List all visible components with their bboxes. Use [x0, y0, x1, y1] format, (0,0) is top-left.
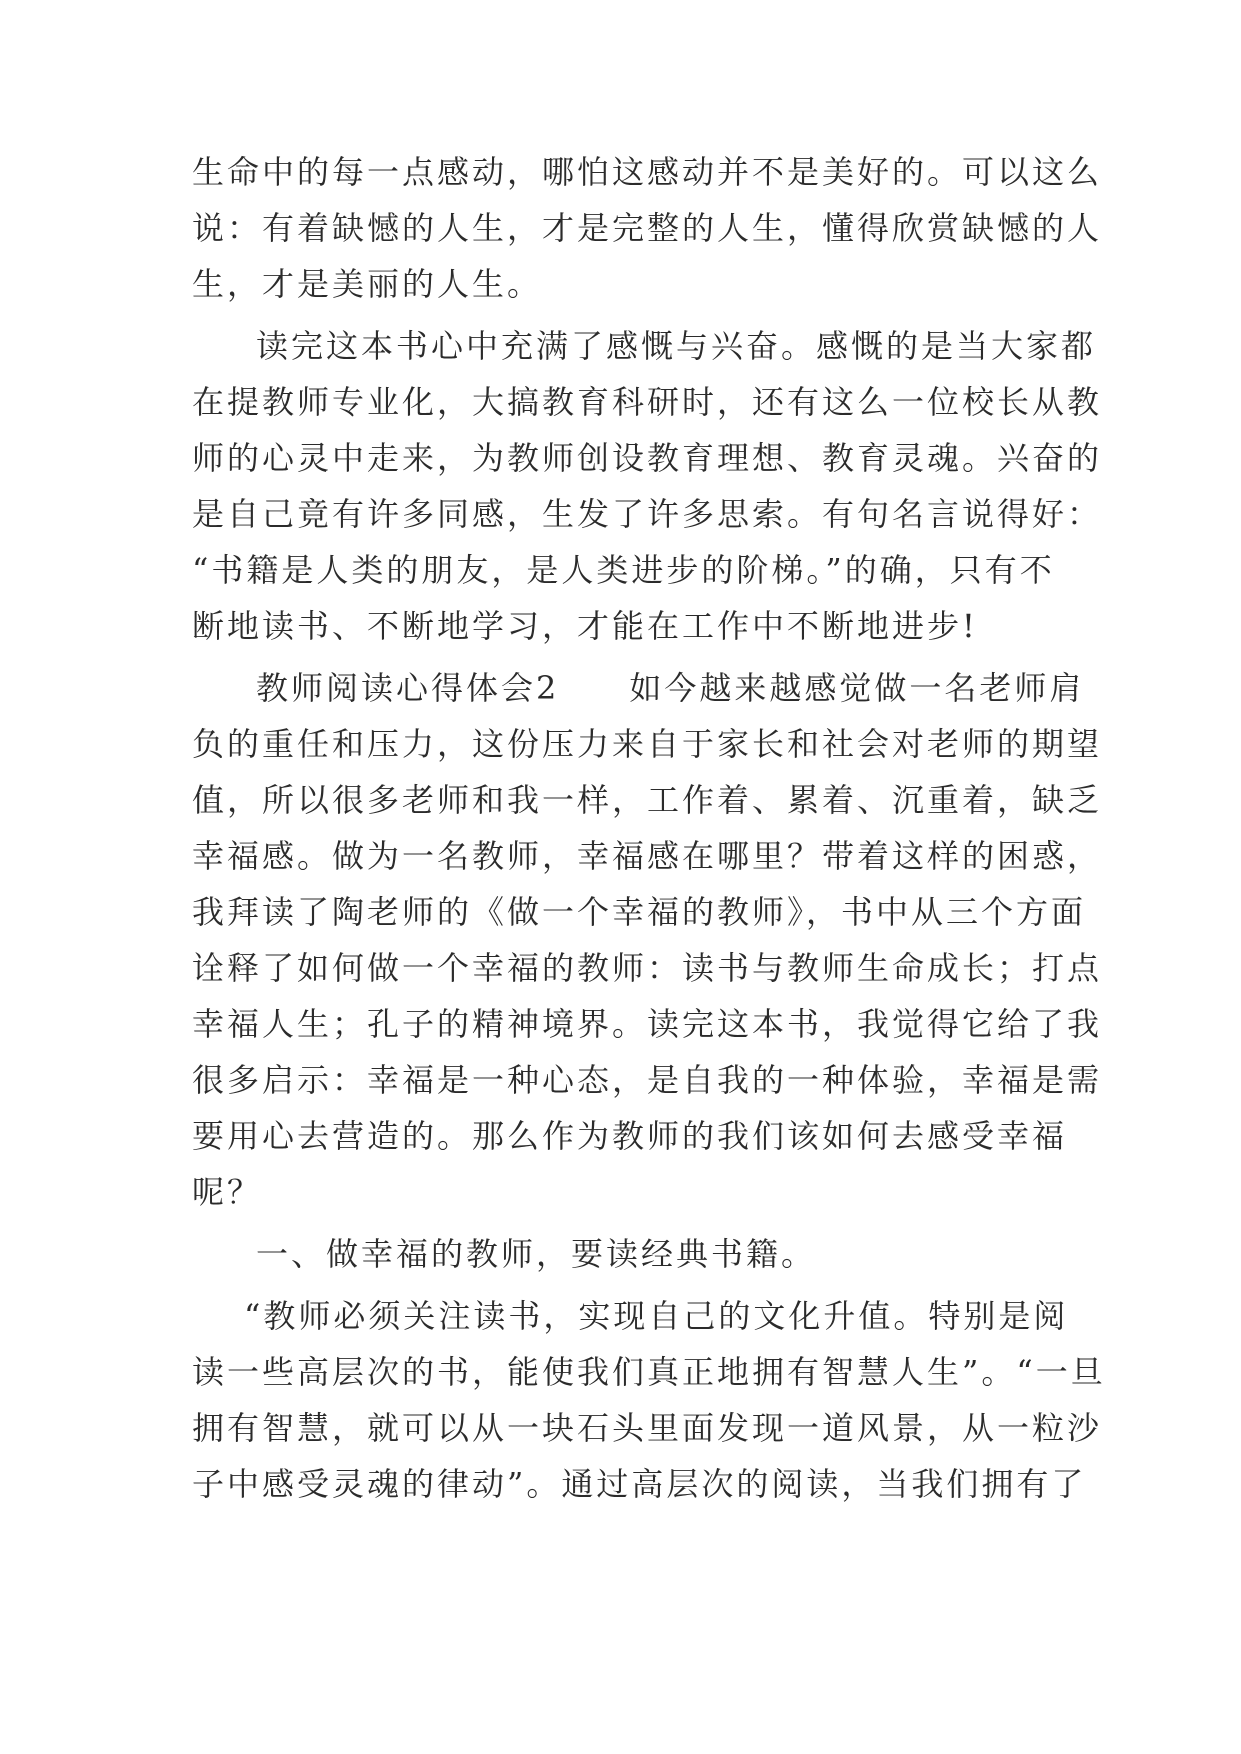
- text-line: 子中感受灵魂的律动”。通过高层次的阅读，当我们拥有了: [192, 1465, 1087, 1503]
- text-line: 生命中的每一点感动，哪怕这感动并不是美好的。可以这么: [192, 153, 1103, 191]
- text-line: 呢？: [192, 1173, 263, 1211]
- text-line: 负的重任和压力，这份压力来自于家长和社会对老师的期望: [192, 725, 1103, 763]
- text-line: 诠释了如何做一个幸福的教师：读书与教师生命成长；打点: [192, 949, 1103, 987]
- paragraph-start-line: “教师必须关注读书，实现自己的文化升值。特别是阅: [244, 1297, 1069, 1335]
- text-line: “书籍是人类的朋友，是人类进步的阶梯。”的确，只有不: [192, 551, 1055, 589]
- text-line: 是自己竟有许多同感，生发了许多思索。有句名言说得好：: [192, 495, 1103, 533]
- text-line: 幸福感。做为一名教师，幸福感在哪里？带着这样的困惑，: [192, 837, 1103, 875]
- text-line: 读一些高层次的书，能使我们真正地拥有智慧人生”。“一旦: [192, 1353, 1106, 1391]
- section-heading: 一、做幸福的教师，要读经典书籍。: [256, 1235, 817, 1273]
- text-line: 说：有着缺憾的人生，才是完整的人生，懂得欣赏缺憾的人: [192, 209, 1103, 247]
- text-line: 断地读书、不断地学习，才能在工作中不断地进步!: [192, 607, 978, 645]
- text-line: 幸福人生；孔子的精神境界。读完这本书，我觉得它给了我: [192, 1005, 1103, 1043]
- text-line: 很多启示：幸福是一种心态，是自我的一种体验，幸福是需: [192, 1061, 1103, 1099]
- text-line: 生，才是美丽的人生。: [192, 265, 543, 303]
- text-line: 在提教师专业化，大搞教育科研时，还有这么一位校长从教: [192, 383, 1103, 421]
- text-line: 师的心灵中走来，为教师创设教育理想、教育灵魂。兴奋的: [192, 439, 1103, 477]
- text-line: 我拜读了陶老师的《做一个幸福的教师》，书中从三个方面: [192, 893, 1087, 931]
- paragraph-start-line: 读完这本书心中充满了感慨与兴奋。感慨的是当大家都: [256, 327, 1097, 365]
- text-line: 值，所以很多老师和我一样，工作着、累着、沉重着，缺乏: [192, 781, 1103, 819]
- text-line: 拥有智慧，就可以从一块石头里面发现一道风景，从一粒沙: [192, 1409, 1103, 1447]
- text-line: 要用心去营造的。那么作为教师的我们该如何去感受幸福: [192, 1117, 1068, 1155]
- paragraph-start-line: 教师阅读心得体会2 如今越来越感觉做一名老师肩: [256, 669, 1085, 707]
